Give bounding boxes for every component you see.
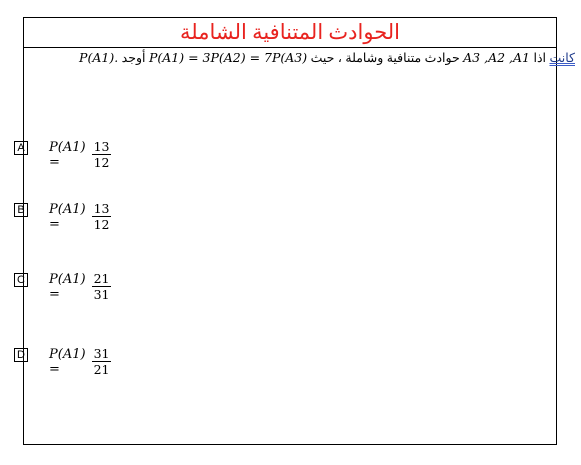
fraction-numerator: 21 [93, 271, 110, 286]
fraction-denominator: 21 [93, 362, 110, 377]
option-label: C [14, 273, 28, 287]
target-expression: P(A1). [79, 50, 119, 65]
option-label: D [14, 348, 28, 362]
fraction-numerator: 31 [93, 346, 110, 361]
fraction-denominator: 12 [93, 217, 110, 232]
option-lhs: P(A1) = [49, 346, 86, 377]
ask-word: أوجد [121, 51, 146, 65]
option-lhs: P(A1) = [49, 271, 86, 302]
fraction-denominator: 31 [93, 287, 110, 302]
option-label: B [14, 203, 28, 217]
fraction [92, 271, 112, 302]
question-prefix: اذا [533, 51, 546, 65]
condition-expression: P(A1) = 3P(A2) = 7P(A3) [148, 50, 308, 65]
fraction [92, 346, 112, 377]
fraction [92, 139, 112, 170]
fraction [92, 201, 112, 232]
option-lhs: P(A1) = [49, 139, 86, 170]
title-bar [24, 18, 556, 48]
option-lhs: P(A1) = [49, 201, 86, 232]
fraction-denominator: 12 [93, 155, 110, 170]
events-expression: A3 ,A2 ,A1 [463, 50, 530, 65]
condition-description: حوادث متنافية وشاملة ، حيث [310, 51, 460, 65]
question-text [79, 50, 575, 65]
fraction-numerator: 13 [93, 139, 110, 154]
option-label: A [14, 141, 28, 155]
fraction-numerator: 13 [93, 201, 110, 216]
hyperlink-word[interactable]: كانت [549, 51, 575, 65]
page-title: الحوادث المتنافية الشاملة [180, 20, 400, 44]
